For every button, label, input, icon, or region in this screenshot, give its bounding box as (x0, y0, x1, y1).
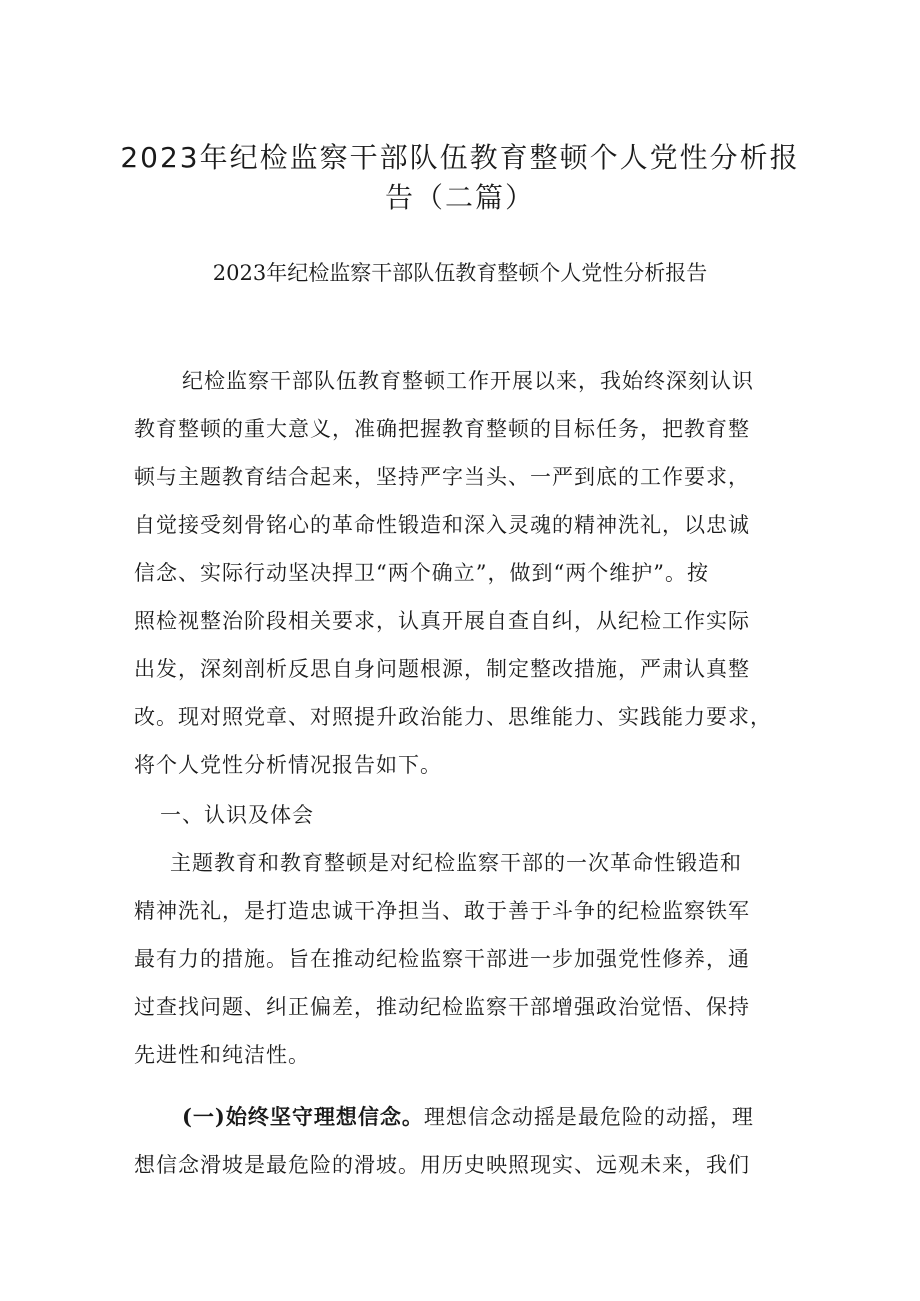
paragraph-2-line: 先进性和纯洁性。 (134, 1043, 310, 1067)
paragraph-2-line: 最有力的措施。旨在推动纪检监察干部进一步加强党性修养，通 (134, 947, 750, 971)
paragraph-2-line: 主题教育和教育整顿是对纪检监察干部的一次革命性锻造和 (170, 851, 742, 875)
paragraph-1-line: 纪检监察干部队伍教育整顿工作开展以来，我始终深刻认识 (182, 369, 754, 393)
subsection-1-text: 理想信念动摇是最危险的动摇，理 (423, 1105, 754, 1129)
paragraph-1-line: 改。现对照党章、对照提升政治能力、思维能力、实践能力要求， (134, 705, 772, 729)
section-heading: 一、认识及体会 (160, 803, 314, 827)
document-title-line-2: 告（二篇） (384, 181, 535, 214)
subsection-1-line (182, 1100, 754, 1134)
document-subtitle: 2023年纪检监察干部队伍教育整顿个人党性分析报告 (212, 261, 708, 285)
paragraph-1-line: 自觉接受刻骨铭心的革命性锻造和深入灵魂的精神洗礼，以忠诚 (134, 513, 750, 537)
paragraph-1-line: 顿与主题教育结合起来，坚持严字当头、一严到底的工作要求， (134, 465, 750, 489)
paragraph-2-line: 精神洗礼，是打造忠诚干净担当、敢于善于斗争的纪检监察铁军 (134, 899, 750, 923)
paragraph-1-line: 将个人党性分析情况报告如下。 (134, 753, 442, 777)
paragraph-2-line: 过查找问题、纠正偏差，推动纪检监察干部增强政治觉悟、保持 (134, 995, 750, 1019)
paragraph-1-line: 照检视整治阶段相关要求，认真开展自查自纠，从纪检工作实际 (134, 609, 750, 633)
paragraph-3-line: 想信念滑坡是最危险的滑坡。用历史映照现实、远观未来，我们 (134, 1153, 750, 1177)
document-title-line-1: 2023年纪检监察干部队伍教育整顿个人党性分析报 (120, 141, 800, 174)
paragraph-1-line: 信念、实际行动坚决捍卫“两个确立”，做到“两个维护”。按 (134, 561, 709, 585)
paragraph-1-line: 教育整顿的重大意义，准确把握教育整顿的目标任务，把教育整 (134, 417, 750, 441)
subsection-1-heading: (一)始终坚守理想信念。 (182, 1104, 424, 1129)
paragraph-1-line: 出发，深刻剖析反思自身问题根源，制定整改措施，严肃认真整 (134, 657, 750, 681)
